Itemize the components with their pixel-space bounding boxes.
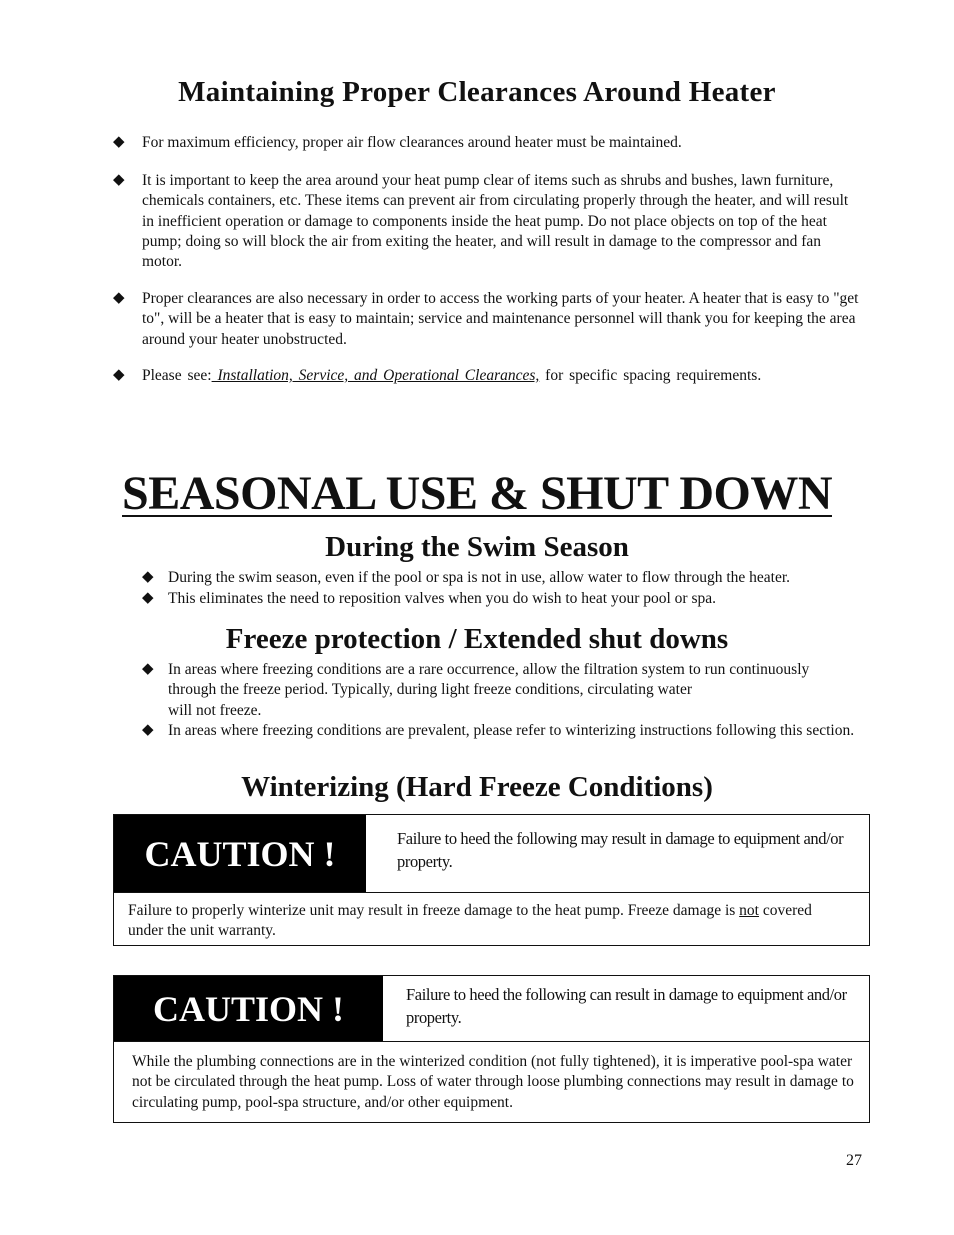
page-title bbox=[0, 466, 954, 521]
diamond-bullet-icon: ◆ bbox=[113, 134, 125, 150]
section-heading-winterizing: Winterizing (Hard Freeze Conditions) bbox=[241, 771, 713, 803]
divider bbox=[114, 892, 869, 893]
caution-message: Failure to heed the following may result in damage to equipment and/or property. bbox=[397, 829, 844, 871]
bullet-line: will not freeze. bbox=[168, 701, 262, 719]
bullet-text: During the swim season, even if the pool or spa is not in use, allow water to flow through the heater. bbox=[168, 569, 791, 586]
diamond-bullet-icon: ◆ bbox=[113, 290, 125, 306]
diamond-bullet-icon: ◆ bbox=[142, 661, 154, 677]
section-heading-freeze-protection: Freeze protection / Extended shut downs bbox=[225, 623, 729, 655]
bullet-line: through the freeze period. Typically, during light freeze conditions, circulating water bbox=[168, 681, 693, 699]
page-title-text: SEASONAL USE & SHUT DOWN bbox=[122, 467, 832, 520]
clearances-reference-link[interactable]: Installation, Service, and Operational Clearances, bbox=[211, 367, 540, 384]
section-heading-clearances: Maintaining Proper Clearances Around Heater bbox=[178, 76, 776, 108]
diamond-bullet-icon: ◆ bbox=[113, 172, 125, 188]
bullet-text: For maximum efficiency, proper air flow clearances around heater must be maintained. bbox=[142, 134, 682, 151]
bullet-text: This eliminates the need to reposition valves when you do wish to heat your pool or spa. bbox=[168, 590, 716, 607]
caution-label: CAUTION ! bbox=[114, 976, 383, 1042]
bullet-line: In areas where freezing conditions are a rare occurrence, allow the filtration system to run continuously bbox=[168, 661, 810, 678]
caution-body: While the plumbing connections are in the winterized condition (not fully tightened), it is imperative pool-spa water not be circulated through the heat pump. Loss of water through loose plumbing connections may result in damage to circulating pump, pool-spa structure, and/or other equipment. bbox=[132, 1053, 854, 1111]
caution-label: CAUTION ! bbox=[114, 815, 366, 893]
divider bbox=[114, 1041, 869, 1042]
caution-message: Failure to heed the following can result in damage to equipment and/or property. bbox=[406, 985, 847, 1027]
section-heading-swim-season: During the Swim Season bbox=[325, 531, 629, 563]
diamond-bullet-icon: ◆ bbox=[113, 367, 125, 383]
diamond-bullet-icon: ◆ bbox=[142, 590, 154, 606]
bullet-text: It is important to keep the area around your heat pump clear of items such as shrubs and bushes, lawn furniture, chemicals containers, etc. These items can prevent air from circulating properly through the heater, and will result in inefficient operation or damage to components inside the heat pump. Do not place objects on top of the heat pump; doing so will block the air from exiting the heater, and will result in damage to the compressor and fan motor. bbox=[142, 172, 849, 271]
caution-body-text: covered under the unit warranty. bbox=[128, 902, 812, 940]
see-suffix: for specific spacing requirements. bbox=[539, 367, 762, 384]
bullet-text: In areas where freezing conditions are prevalent, please refer to winterizing instructions following this section. bbox=[168, 722, 855, 739]
caution-body bbox=[128, 901, 848, 942]
bullet-text: Proper clearances are also necessary in order to access the working parts of your heater. A heater that is easy to "get to", will be a heater that is easy to maintain; service and maintenance personnel will thank you for keeping the area around your heater unobstructed. bbox=[142, 290, 859, 348]
bullet-text bbox=[168, 660, 878, 721]
page-number: 27 bbox=[846, 1152, 862, 1169]
bullet-text bbox=[142, 366, 862, 386]
caution-box bbox=[113, 814, 870, 946]
caution-box bbox=[113, 975, 870, 1123]
see-prefix: Please see: bbox=[142, 367, 212, 384]
caution-body-emphasis: not bbox=[739, 902, 759, 919]
caution-body-text: Failure to properly winterize unit may result in freeze damage to the heat pump. Freeze damage is bbox=[128, 902, 740, 919]
diamond-bullet-icon: ◆ bbox=[142, 722, 154, 738]
diamond-bullet-icon: ◆ bbox=[142, 569, 154, 585]
